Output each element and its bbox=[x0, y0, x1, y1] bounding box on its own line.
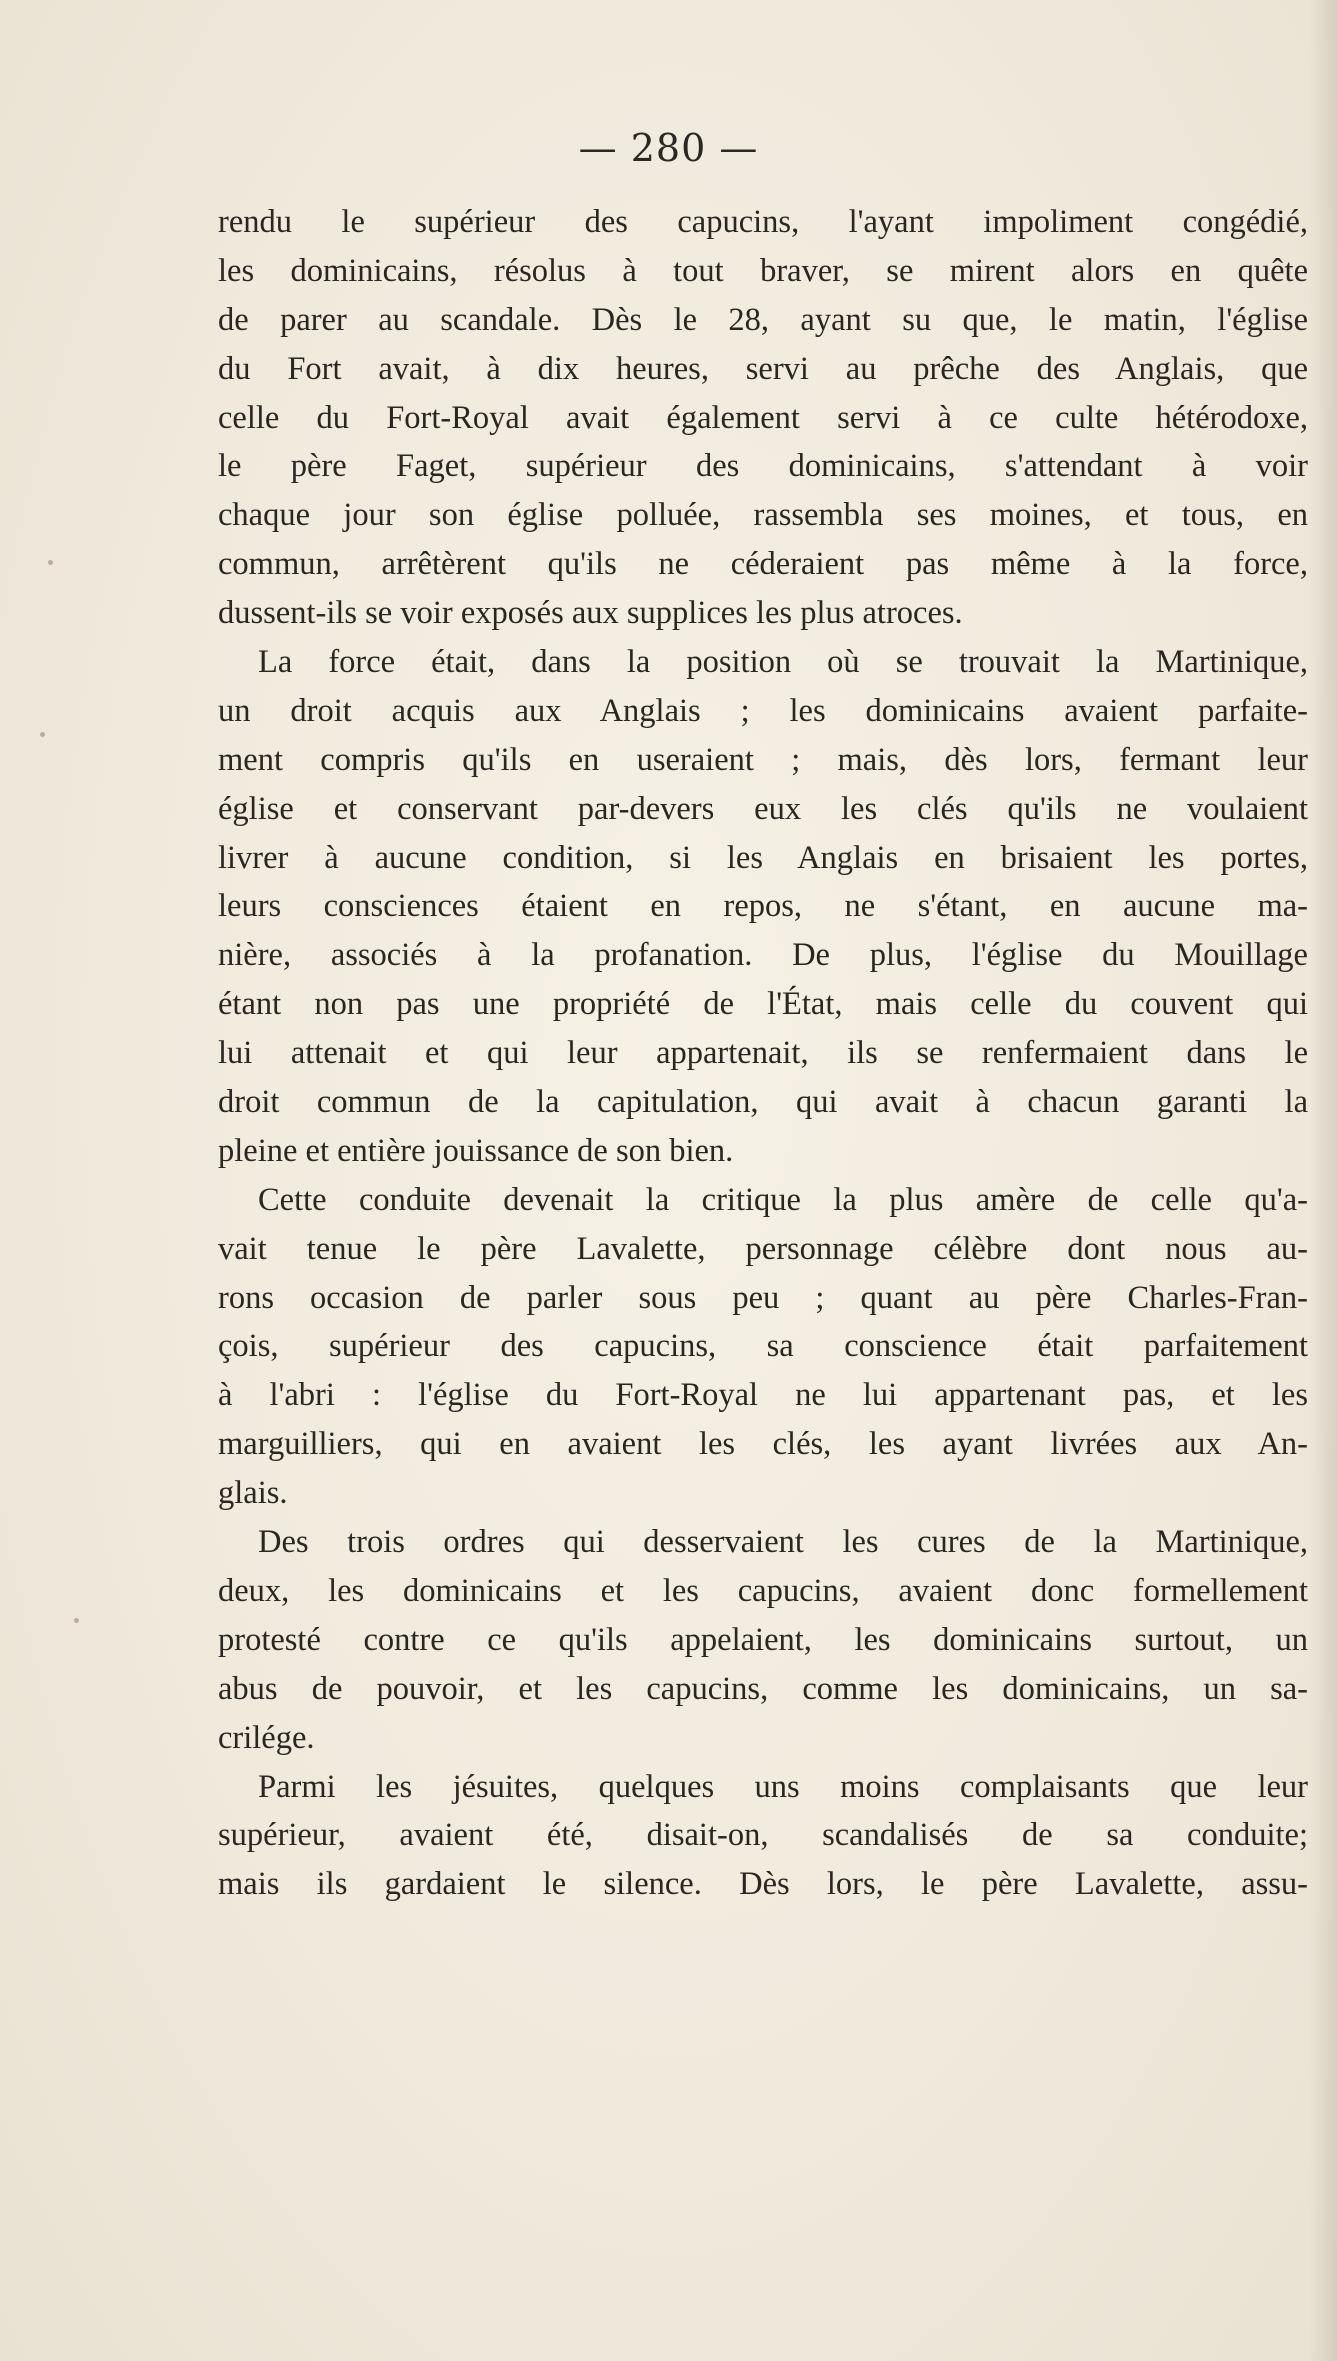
paper-speck bbox=[74, 1618, 79, 1623]
paper-speck bbox=[48, 560, 53, 565]
text-line: rons occasion de parler sous peu ; quant au père Charles-Fran- bbox=[218, 1279, 1308, 1316]
text-line: du Fort avait, à dix heures, servi au prêche des Anglais, que bbox=[218, 350, 1308, 387]
text-line: crilége. bbox=[218, 1719, 315, 1756]
page-number: — 280 — bbox=[578, 126, 759, 170]
text-line: de parer au scandale. Dès le 28, ayant su que, le matin, l'église bbox=[218, 301, 1308, 338]
text-line: glais. bbox=[218, 1475, 288, 1512]
text-line: livrer à aucune condition, si les Anglais en brisaient les portes, bbox=[218, 839, 1308, 876]
text-line: les dominicains, résolus à tout braver, se mirent alors en quête bbox=[218, 252, 1308, 289]
text-line: leurs consciences étaient en repos, ne s'étant, en aucune ma- bbox=[218, 888, 1308, 925]
text-line: pleine et entière jouissance de son bien. bbox=[218, 1132, 734, 1169]
text-line: un droit acquis aux Anglais ; les dominicains avaient parfaite- bbox=[218, 692, 1308, 729]
paper-speck bbox=[40, 732, 45, 737]
text-line: commun, arrêtèrent qu'ils ne céderaient pas même à la force, bbox=[218, 546, 1308, 583]
text-line: çois, supérieur des capucins, sa conscience était parfaitement bbox=[218, 1328, 1308, 1365]
text-line: protesté contre ce qu'ils appelaient, les dominicains surtout, un bbox=[218, 1621, 1308, 1658]
text-line: supérieur, avaient été, disait-on, scandalisés de sa conduite; bbox=[218, 1817, 1308, 1854]
text-line: vait tenue le père Lavalette, personnage célèbre dont nous au- bbox=[218, 1230, 1308, 1267]
text-line: Parmi les jésuites, quelques uns moins complaisants que leur bbox=[258, 1768, 1308, 1805]
text-line: église et conservant par-devers eux les clés qu'ils ne voulaient bbox=[218, 790, 1308, 827]
text-line: Cette conduite devenait la critique la plus amère de celle qu'a- bbox=[258, 1181, 1308, 1218]
page-edge-shadow bbox=[1309, 0, 1337, 2361]
text-line: deux, les dominicains et les capucins, avaient donc formellement bbox=[218, 1572, 1308, 1609]
text-line: chaque jour son église polluée, rassembla ses moines, et tous, en bbox=[218, 497, 1308, 534]
text-line: mais ils gardaient le silence. Dès lors, le père Lavalette, assu- bbox=[218, 1866, 1308, 1903]
text-line: à l'abri : l'église du Fort-Royal ne lui appartenant pas, et les bbox=[218, 1377, 1308, 1414]
text-line: dussent-ils se voir exposés aux supplices les plus atroces. bbox=[218, 595, 963, 632]
text-line: celle du Fort-Royal avait également servi à ce culte hétérodoxe, bbox=[218, 399, 1308, 436]
text-line: marguilliers, qui en avaient les clés, les ayant livrées aux An- bbox=[218, 1426, 1308, 1463]
text-line: nière, associés à la profanation. De plus, l'église du Mouillage bbox=[218, 937, 1308, 974]
body-text bbox=[218, 198, 1308, 1909]
text-line: droit commun de la capitulation, qui avait à chacun garanti la bbox=[218, 1084, 1308, 1121]
text-line: ment compris qu'ils en useraient ; mais, dès lors, fermant leur bbox=[218, 741, 1308, 778]
text-line: lui attenait et qui leur appartenait, ils se renfermaient dans le bbox=[218, 1035, 1308, 1072]
text-line: étant non pas une propriété de l'État, mais celle du couvent qui bbox=[218, 986, 1308, 1023]
text-line: abus de pouvoir, et les capucins, comme les dominicains, un sa- bbox=[218, 1670, 1308, 1707]
text-line: rendu le supérieur des capucins, l'ayant impoliment congédié, bbox=[218, 204, 1308, 240]
text-line: le père Faget, supérieur des dominicains, s'attendant à voir bbox=[218, 448, 1308, 485]
text-line: Des trois ordres qui desservaient les cures de la Martinique, bbox=[258, 1524, 1308, 1561]
text-line: La force était, dans la position où se trouvait la Martinique, bbox=[258, 644, 1308, 681]
